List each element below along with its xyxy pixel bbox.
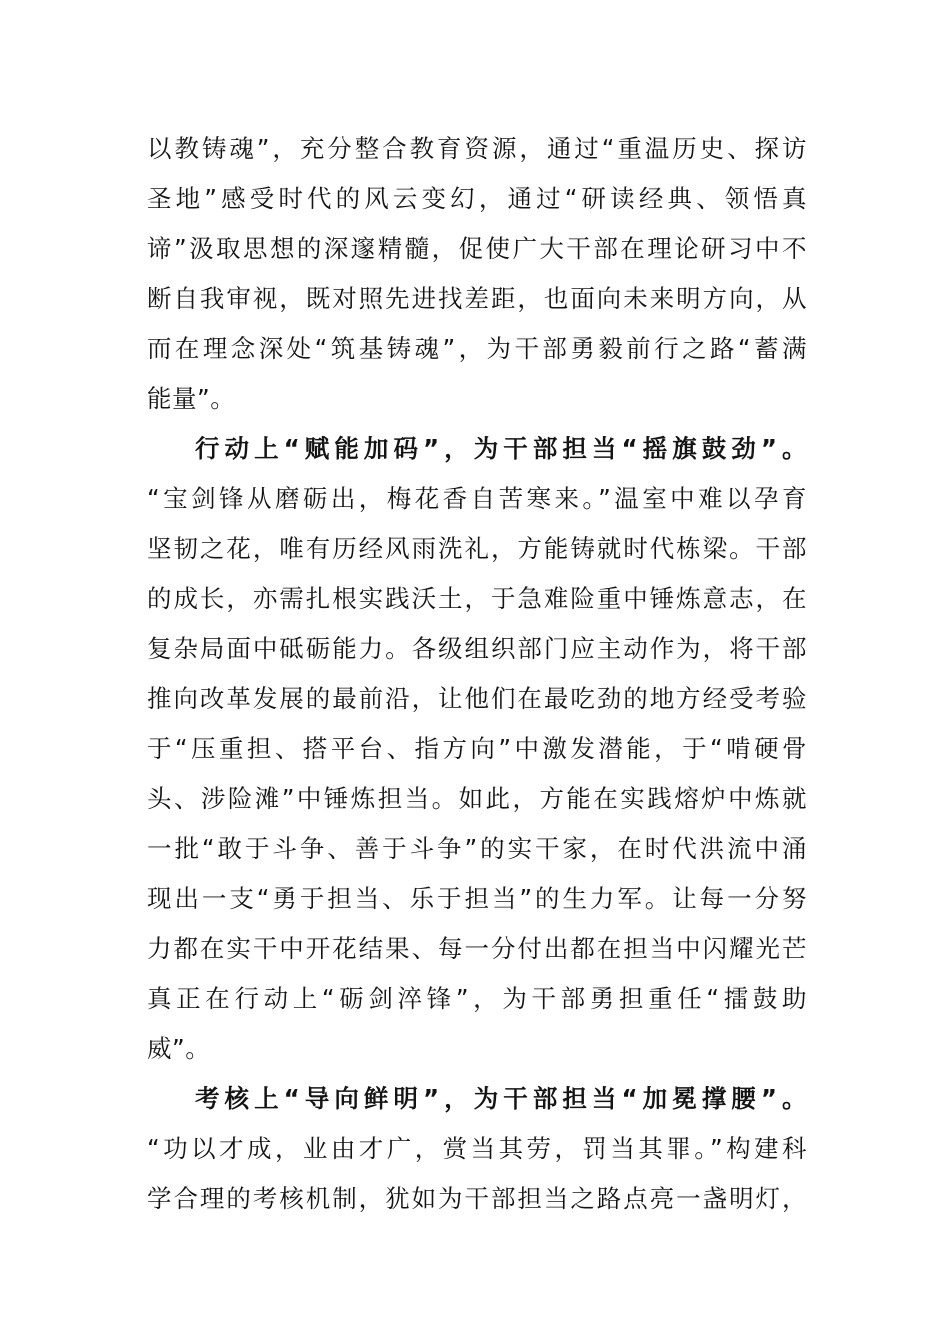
text-line: 复杂局面中砥砺能力。各级组织部门应主动作为，将干部 bbox=[147, 634, 807, 663]
document-body bbox=[147, 124, 807, 1224]
text-line: 的成长，亦需扎根实践沃土，于急难险重中锤炼意志，在 bbox=[147, 584, 807, 613]
text-line: 于“压重担、搭平台、指方向”中激发潜能，于“啃硬骨 bbox=[147, 734, 807, 763]
section-heading-line: 考核上“导向鲜明”，为干部担当“加冕撑腰”。 bbox=[195, 1084, 807, 1113]
text-line: 而在理念深处“筑基铸魂”，为干部勇毅前行之路“蓄满 bbox=[147, 334, 807, 363]
text-line: 坚韧之花，唯有历经风雨洗礼，方能铸就时代栋梁。干部 bbox=[147, 534, 807, 563]
text-line: 圣地”感受时代的风云变幻，通过“研读经典、领悟真 bbox=[147, 184, 807, 213]
text-line: 能量”。 bbox=[147, 384, 236, 413]
text-line: 断自我审视，既对照先进找差距，也面向未来明方向，从 bbox=[147, 284, 807, 313]
text-line: 谛”汲取思想的深邃精髓，促使广大干部在理论研习中不 bbox=[147, 234, 807, 263]
text-line: 头、涉险滩”中锤炼担当。如此，方能在实践熔炉中炼就 bbox=[147, 784, 807, 813]
text-line: 威”。 bbox=[147, 1034, 211, 1063]
text-line: 力都在实干中开花结果、每一分付出都在担当中闪耀光芒 bbox=[147, 934, 807, 963]
text-line: 学合理的考核机制，犹如为干部担当之路点亮一盏明灯， bbox=[147, 1184, 807, 1213]
section-heading-line: 行动上“赋能加码”，为干部担当“摇旗鼓劲”。 bbox=[195, 434, 807, 463]
text-line: 现出一支“勇于担当、乐于担当”的生力军。让每一分努 bbox=[147, 884, 807, 913]
text-line: 真正在行动上“砺剑淬锋”，为干部勇担重任“擂鼓助 bbox=[147, 984, 807, 1013]
text-line: “宝剑锋从磨砺出，梅花香自苦寒来。”温室中难以孕育 bbox=[147, 484, 807, 513]
text-line: “功以才成，业由才广，赏当其劳，罚当其罪。”构建科 bbox=[147, 1134, 807, 1163]
text-line: 以教铸魂”，充分整合教育资源，通过“重温历史、探访 bbox=[147, 134, 807, 163]
text-line: 一批“敢于斗争、善于斗争”的实干家，在时代洪流中涌 bbox=[147, 834, 807, 863]
text-line: 推向改革发展的最前沿，让他们在最吃劲的地方经受考验 bbox=[147, 684, 807, 713]
